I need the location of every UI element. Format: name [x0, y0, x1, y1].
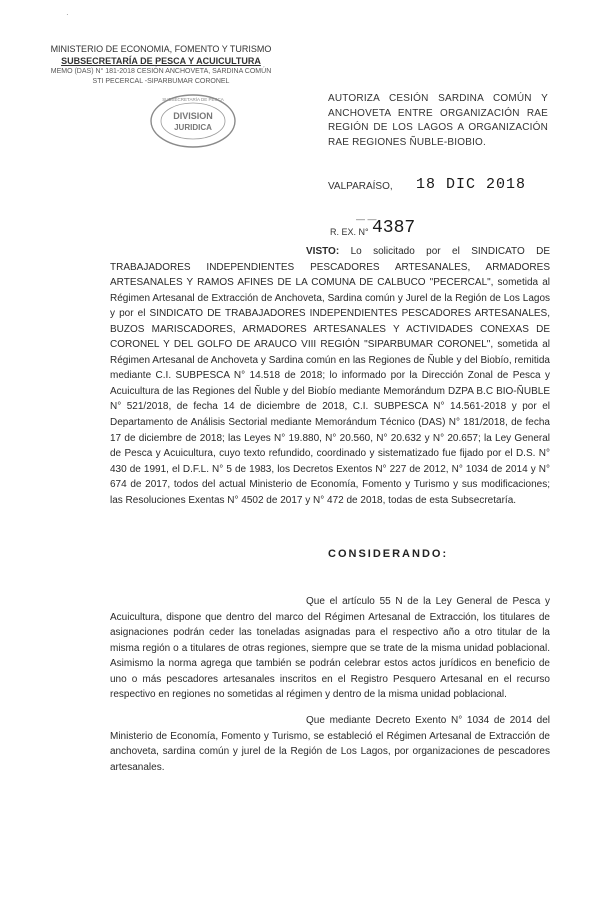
stamp-line-2: JURIDICA	[174, 123, 212, 132]
considerando-paragraph-1	[110, 594, 550, 703]
paragraph-1-text: Que el artículo 55 N de la Ley General de Pesca y Acuicultura, dispone que dentro del marco del Régimen Artesanal de Extracción, los titulares de asignaciones podrán ceder las toneladas asignadas para el respectivo año a otro titular de la misma región o a titulares de otras regiones, siempre que se trate de la misma unidad poblacional. Asimismo la norma agrega que también se podrán celebrar estos actos jurídicos en beneficio de uno o más pescadores artesanales inscritos en el Registro Pesquero Artesanal en el recurso respectivo en regiones no sometidas al régimen y dentro de la misma unidad poblacional.	[110, 596, 550, 701]
visto-section	[110, 244, 550, 508]
resolution-number: 4387	[372, 218, 416, 238]
stamp-line-1: DIVISION	[173, 111, 213, 121]
memo-reference: MEMO (DAS) N° 181-2018 CESIÓN ANCHOVETA, SARDINA COMÚN	[50, 68, 272, 75]
letterhead	[36, 44, 286, 87]
signature-dash: — —	[356, 214, 377, 224]
ministry-name: MINISTERIO DE ECONOMIA, FOMENTO Y TURISMO	[50, 44, 272, 54]
resolution-number-label: R. EX. N°	[330, 227, 369, 237]
resolution-subject: AUTORIZA CESIÓN SARDINA COMÚN Y ANCHOVETA ENTRE ORGANIZACIÓN RAE REGIÓN DE LOS LAGOS A ORGANIZACIÓN RAE REGIONES ÑUBLE-BIOBIO.	[328, 93, 548, 148]
memo-reference-2: STI PECERCAL -SIPARBUMAR CORONEL	[92, 78, 230, 85]
place-label: VALPARAÍSO,	[328, 181, 393, 192]
date-stamp: 18 DIC 2018	[416, 176, 527, 193]
visto-label: VISTO:	[306, 246, 340, 257]
visto-text: Lo solicitado por el SINDICATO DE TRABAJADORES INDEPENDIENTES PESCADORES ARTESANALES, ARMADORES ARTESANALES Y RAMOS AFINES DE LA COMUNA DE CALBUCO "PECERCAL", sometida al Régimen Artesanal de Extracción de Anchoveta, Sardina común y Jurel de la Región de Los Lagos y por el SINDICATO DE TRABAJADORES INDEPENDIENTES PESCADORES ARTESANALES, BUZOS MARISCADORES, ARMADORES ARTESANALES Y ACTIVIDADES CONEXAS DE CORONEL Y DEL GOLFO DE ARAUCO VIII REGIÓN "SIPARBUMAR CORONEL", sometida al Régimen Artesanal de Anchoveta y Sardina común en las Regiones de Ñuble y del Biobío, remitida mediante C.I. SUBPESCA N° 14.518 de 2018; lo informado por la Dirección Zonal de Pesca y Acuicultura de las Regiones del Ñuble y del Biobío mediante Memorándum DZPA B.C BIO-ÑUBLE N° 521/2018, de fecha 14 de diciembre de 2018, C.I. SUBPESCA N° 14.561-2018 y por el Departamento de Análisis Sectorial mediante Memorándum Técnico (DAS) N° 181/2018, de fecha 17 de diciembre de 2018; las Leyes N° 19.880, N° 20.560, N° 20.632 y N° 20.657; la Ley General de Pesca y Acuicultura, cuyo texto refundido, coordinado y sistematizado fue fijado por el D.S. N° 430 de 1991, el D.F.L. N° 5 de 1983, los Decretos Exentos N° 227 de 2012, N° 1034 de 2014 y N° 674 de 2017, todos del actual Ministerio de Economía, Fomento y Turismo y sus modificaciones; las Resoluciones Exentas N° 4502 de 2017 y N° 472 de 2018, todas de esta Subsecretaría.	[110, 246, 551, 506]
considerando-heading: CONSIDERANDO:	[328, 548, 449, 560]
division-juridica-stamp	[148, 92, 238, 150]
scan-mark: ·	[66, 10, 69, 19]
considerando-paragraph-2	[110, 713, 550, 775]
paragraph-2-text: Que mediante Decreto Exento N° 1034 de 2014 del Ministerio de Economía, Fomento y Turismo, se estableció el Régimen Artesanal de Extracción de anchoveta, sardina común y jurel de la Región de Los Lagos, por organizaciones de pescadores artesanales.	[110, 715, 550, 773]
subsecretaria-name: SUBSECRETARÍA DE PESCA Y ACUICULTURA	[61, 55, 261, 66]
stamp-ring-text: SUBSECRETARÍA DE PESCA	[162, 97, 224, 102]
